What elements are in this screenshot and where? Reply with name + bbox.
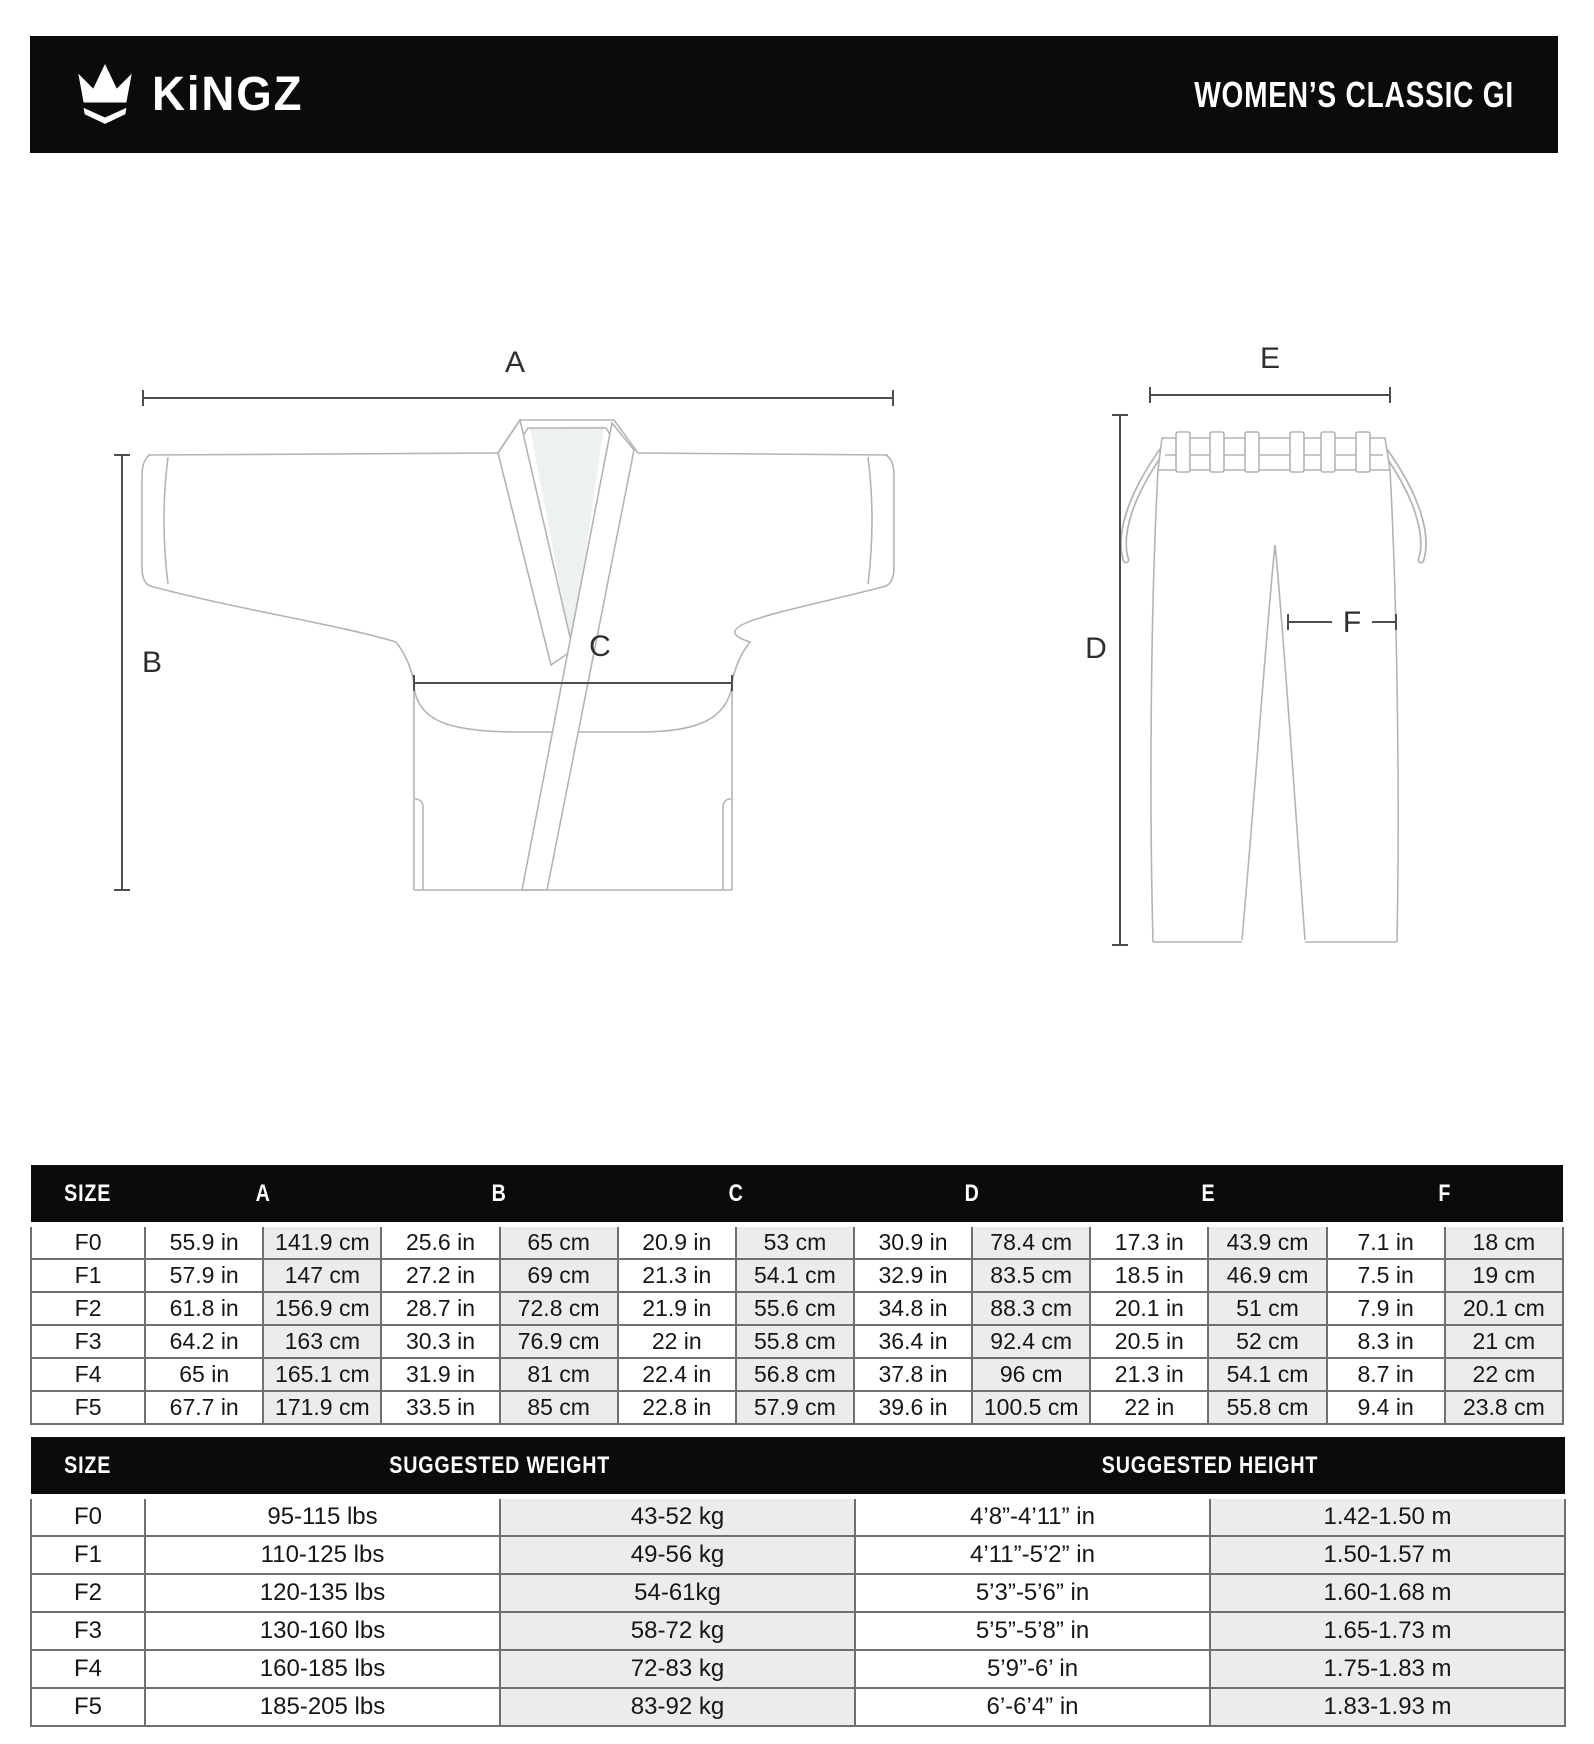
in-value-cell: 22 in bbox=[618, 1325, 736, 1358]
cm-value-cell: 83.5 cm bbox=[972, 1259, 1090, 1292]
cm-value-cell: 81 cm bbox=[500, 1358, 618, 1391]
height-m-cell: 1.65-1.73 m bbox=[1210, 1612, 1565, 1650]
cm-value-cell: 85 cm bbox=[500, 1391, 618, 1424]
size-cell: F2 bbox=[31, 1292, 145, 1325]
in-value-cell: 7.1 in bbox=[1327, 1225, 1445, 1260]
in-value-cell: 8.3 in bbox=[1327, 1325, 1445, 1358]
cm-value-cell: 78.4 cm bbox=[972, 1225, 1090, 1260]
size-cell: F5 bbox=[31, 1688, 145, 1726]
suggested-row-F5 bbox=[31, 1688, 1565, 1726]
height-ft-cell: 4’8”-4’11” in bbox=[855, 1497, 1210, 1537]
measurement-row-F1 bbox=[31, 1259, 1563, 1292]
in-value-cell: 64.2 in bbox=[145, 1325, 263, 1358]
in-value-cell: 20.9 in bbox=[618, 1225, 736, 1260]
size-cell: F3 bbox=[31, 1612, 145, 1650]
in-value-cell: 30.3 in bbox=[381, 1325, 499, 1358]
weight-kg-cell: 49-56 kg bbox=[500, 1536, 855, 1574]
brand-logo bbox=[74, 64, 311, 126]
in-value-cell: 37.8 in bbox=[854, 1358, 972, 1391]
cm-value-cell: 21 cm bbox=[1445, 1325, 1563, 1358]
in-value-cell: 9.4 in bbox=[1327, 1391, 1445, 1424]
cm-value-cell: 88.3 cm bbox=[972, 1292, 1090, 1325]
in-value-cell: 27.2 in bbox=[381, 1259, 499, 1292]
pants-leg-label: F bbox=[1342, 606, 1362, 639]
jacket-height-label: B bbox=[141, 646, 163, 679]
dimension-column-header-A: A bbox=[145, 1165, 381, 1225]
cm-value-cell: 51 cm bbox=[1208, 1292, 1326, 1325]
weight-lbs-cell: 95-115 lbs bbox=[145, 1497, 500, 1537]
cm-value-cell: 65 cm bbox=[500, 1225, 618, 1260]
suggested-row-F4 bbox=[31, 1650, 1565, 1688]
measurements-table-body bbox=[31, 1225, 1563, 1425]
height-ft-cell: 5’5”-5’8” in bbox=[855, 1612, 1210, 1650]
in-value-cell: 67.7 in bbox=[145, 1391, 263, 1424]
cm-value-cell: 156.9 cm bbox=[263, 1292, 381, 1325]
in-value-cell: 34.8 in bbox=[854, 1292, 972, 1325]
pants-waist-dimension-line bbox=[1150, 387, 1390, 403]
in-value-cell: 57.9 in bbox=[145, 1259, 263, 1292]
cm-value-cell: 22 cm bbox=[1445, 1358, 1563, 1391]
dimension-column-header-E: E bbox=[1090, 1165, 1326, 1225]
in-value-cell: 61.8 in bbox=[145, 1292, 263, 1325]
cm-value-cell: 72.8 cm bbox=[500, 1292, 618, 1325]
cm-value-cell: 43.9 cm bbox=[1208, 1225, 1326, 1260]
dimension-column-header-B: B bbox=[381, 1165, 617, 1225]
pants-length-label: D bbox=[1085, 632, 1107, 665]
in-value-cell: 33.5 in bbox=[381, 1391, 499, 1424]
cm-value-cell: 141.9 cm bbox=[263, 1225, 381, 1260]
in-value-cell: 22.4 in bbox=[618, 1358, 736, 1391]
cm-value-cell: 52 cm bbox=[1208, 1325, 1326, 1358]
height-ft-cell: 5’9”-6’ in bbox=[855, 1650, 1210, 1688]
measurement-row-F2 bbox=[31, 1292, 1563, 1325]
height-m-cell: 1.50-1.57 m bbox=[1210, 1536, 1565, 1574]
suggested-size-table bbox=[30, 1437, 1566, 1727]
in-value-cell: 21.9 in bbox=[618, 1292, 736, 1325]
dimension-column-header-F: F bbox=[1327, 1165, 1563, 1225]
measurement-row-F3 bbox=[31, 1325, 1563, 1358]
cm-value-cell: 76.9 cm bbox=[500, 1325, 618, 1358]
pants-right-outer-seam bbox=[1390, 470, 1398, 942]
brand-name: KiNGZ bbox=[152, 68, 304, 121]
cm-value-cell: 46.9 cm bbox=[1208, 1259, 1326, 1292]
cm-value-cell: 55.8 cm bbox=[1208, 1391, 1326, 1424]
jacket-width-dimension-line bbox=[143, 390, 893, 406]
cm-value-cell: 23.8 cm bbox=[1445, 1391, 1563, 1424]
pants-length-dimension-line bbox=[1112, 415, 1128, 945]
pants-crotch-seam bbox=[1242, 545, 1305, 940]
cm-value-cell: 53 cm bbox=[736, 1225, 854, 1260]
weight-kg-cell: 58-72 kg bbox=[500, 1612, 855, 1650]
height-ft-cell: 5’3”-5’6” in bbox=[855, 1574, 1210, 1612]
weight-kg-cell: 83-92 kg bbox=[500, 1688, 855, 1726]
cm-value-cell: 147 cm bbox=[263, 1259, 381, 1292]
suggested-row-F0 bbox=[31, 1497, 1565, 1537]
size-column-header: SIZE bbox=[31, 1165, 145, 1225]
in-value-cell: 30.9 in bbox=[854, 1225, 972, 1260]
in-value-cell: 7.9 in bbox=[1327, 1292, 1445, 1325]
gi-measurement-diagram bbox=[0, 320, 1594, 1020]
height-m-cell: 1.75-1.83 m bbox=[1210, 1650, 1565, 1688]
pants-waist-label: E bbox=[1259, 342, 1281, 375]
in-value-cell: 22 in bbox=[1090, 1391, 1208, 1424]
cm-value-cell: 18 cm bbox=[1445, 1225, 1563, 1260]
cm-value-cell: 92.4 cm bbox=[972, 1325, 1090, 1358]
suggested-row-F2 bbox=[31, 1574, 1565, 1612]
jacket-waist-label: C bbox=[589, 630, 611, 663]
in-value-cell: 28.7 in bbox=[381, 1292, 499, 1325]
in-value-cell: 20.5 in bbox=[1090, 1325, 1208, 1358]
size-cell: F5 bbox=[31, 1391, 145, 1424]
cm-value-cell: 100.5 cm bbox=[972, 1391, 1090, 1424]
size-cell: F4 bbox=[31, 1358, 145, 1391]
measurement-row-F5 bbox=[31, 1391, 1563, 1424]
jacket-diagram bbox=[114, 346, 894, 890]
in-value-cell: 7.5 in bbox=[1327, 1259, 1445, 1292]
cm-value-cell: 55.6 cm bbox=[736, 1292, 854, 1325]
cm-value-cell: 163 cm bbox=[263, 1325, 381, 1358]
in-value-cell: 25.6 in bbox=[381, 1225, 499, 1260]
weight-kg-cell: 54-61kg bbox=[500, 1574, 855, 1612]
cm-value-cell: 19 cm bbox=[1445, 1259, 1563, 1292]
height-m-cell: 1.83-1.93 m bbox=[1210, 1688, 1565, 1726]
header-bar bbox=[30, 36, 1558, 153]
cm-value-cell: 96 cm bbox=[972, 1358, 1090, 1391]
measurements-table-head bbox=[31, 1165, 1563, 1225]
jacket-side-vents bbox=[415, 799, 731, 890]
height-m-cell: 1.60-1.68 m bbox=[1210, 1574, 1565, 1612]
measurement-row-F4 bbox=[31, 1358, 1563, 1391]
size-cell: F2 bbox=[31, 1574, 145, 1612]
cm-value-cell: 171.9 cm bbox=[263, 1391, 381, 1424]
jacket-right-cuff bbox=[886, 455, 894, 586]
in-value-cell: 39.6 in bbox=[854, 1391, 972, 1424]
in-value-cell: 17.3 in bbox=[1090, 1225, 1208, 1260]
size-cell: F1 bbox=[31, 1259, 145, 1292]
jacket-right-cuff-line bbox=[868, 457, 872, 584]
dimension-column-header-C: C bbox=[618, 1165, 854, 1225]
in-value-cell: 21.3 in bbox=[1090, 1358, 1208, 1391]
weight-lbs-cell: 110-125 lbs bbox=[145, 1536, 500, 1574]
weight-kg-cell: 43-52 kg bbox=[500, 1497, 855, 1537]
size-column-header: SIZE bbox=[31, 1437, 145, 1497]
cm-value-cell: 54.1 cm bbox=[736, 1259, 854, 1292]
cm-value-cell: 55.8 cm bbox=[736, 1325, 854, 1358]
jacket-right-underarm bbox=[732, 586, 886, 683]
page-title: WOMEN’S CLASSIC GI bbox=[1194, 73, 1514, 115]
suggested-height-header: SUGGESTED HEIGHT bbox=[855, 1437, 1565, 1497]
cm-value-cell: 56.8 cm bbox=[736, 1358, 854, 1391]
dimension-column-header-D: D bbox=[854, 1165, 1090, 1225]
in-value-cell: 22.8 in bbox=[618, 1391, 736, 1424]
pants-left-outer-seam bbox=[1151, 470, 1158, 942]
suggested-weight-header: SUGGESTED WEIGHT bbox=[145, 1437, 855, 1497]
weight-lbs-cell: 185-205 lbs bbox=[145, 1688, 500, 1726]
crown-icon bbox=[74, 64, 136, 126]
in-value-cell: 20.1 in bbox=[1090, 1292, 1208, 1325]
size-cell: F4 bbox=[31, 1650, 145, 1688]
size-cell: F3 bbox=[31, 1325, 145, 1358]
pants-diagram bbox=[1085, 342, 1423, 945]
cm-value-cell: 54.1 cm bbox=[1208, 1358, 1326, 1391]
in-value-cell: 36.4 in bbox=[854, 1325, 972, 1358]
cm-value-cell: 57.9 cm bbox=[736, 1391, 854, 1424]
weight-lbs-cell: 130-160 lbs bbox=[145, 1612, 500, 1650]
measurement-row-F0 bbox=[31, 1225, 1563, 1260]
weight-kg-cell: 72-83 kg bbox=[500, 1650, 855, 1688]
height-ft-cell: 4’11”-5’2” in bbox=[855, 1536, 1210, 1574]
in-value-cell: 18.5 in bbox=[1090, 1259, 1208, 1292]
height-ft-cell: 6’-6’4” in bbox=[855, 1688, 1210, 1726]
suggested-row-F1 bbox=[31, 1536, 1565, 1574]
in-value-cell: 21.3 in bbox=[618, 1259, 736, 1292]
jacket-left-cuff-line bbox=[164, 457, 168, 584]
weight-lbs-cell: 120-135 lbs bbox=[145, 1574, 500, 1612]
in-value-cell: 32.9 in bbox=[854, 1259, 972, 1292]
height-m-cell: 1.42-1.50 m bbox=[1210, 1497, 1565, 1537]
in-value-cell: 31.9 in bbox=[381, 1358, 499, 1391]
size-cell: F0 bbox=[31, 1225, 145, 1260]
size-cell: F0 bbox=[31, 1497, 145, 1537]
in-value-cell: 65 in bbox=[145, 1358, 263, 1391]
cm-value-cell: 165.1 cm bbox=[263, 1358, 381, 1391]
jacket-left-cuff bbox=[142, 455, 150, 586]
jacket-left-underarm bbox=[150, 586, 414, 683]
cm-value-cell: 20.1 cm bbox=[1445, 1292, 1563, 1325]
weight-lbs-cell: 160-185 lbs bbox=[145, 1650, 500, 1688]
suggested-table-body bbox=[31, 1497, 1565, 1727]
in-value-cell: 8.7 in bbox=[1327, 1358, 1445, 1391]
suggested-table-head bbox=[31, 1437, 1565, 1497]
jacket-height-dimension-line bbox=[114, 455, 130, 890]
suggested-row-F3 bbox=[31, 1612, 1565, 1650]
jacket-width-label: A bbox=[504, 346, 526, 379]
measurements-table bbox=[30, 1165, 1564, 1425]
in-value-cell: 55.9 in bbox=[145, 1225, 263, 1260]
size-cell: F1 bbox=[31, 1536, 145, 1574]
cm-value-cell: 69 cm bbox=[500, 1259, 618, 1292]
